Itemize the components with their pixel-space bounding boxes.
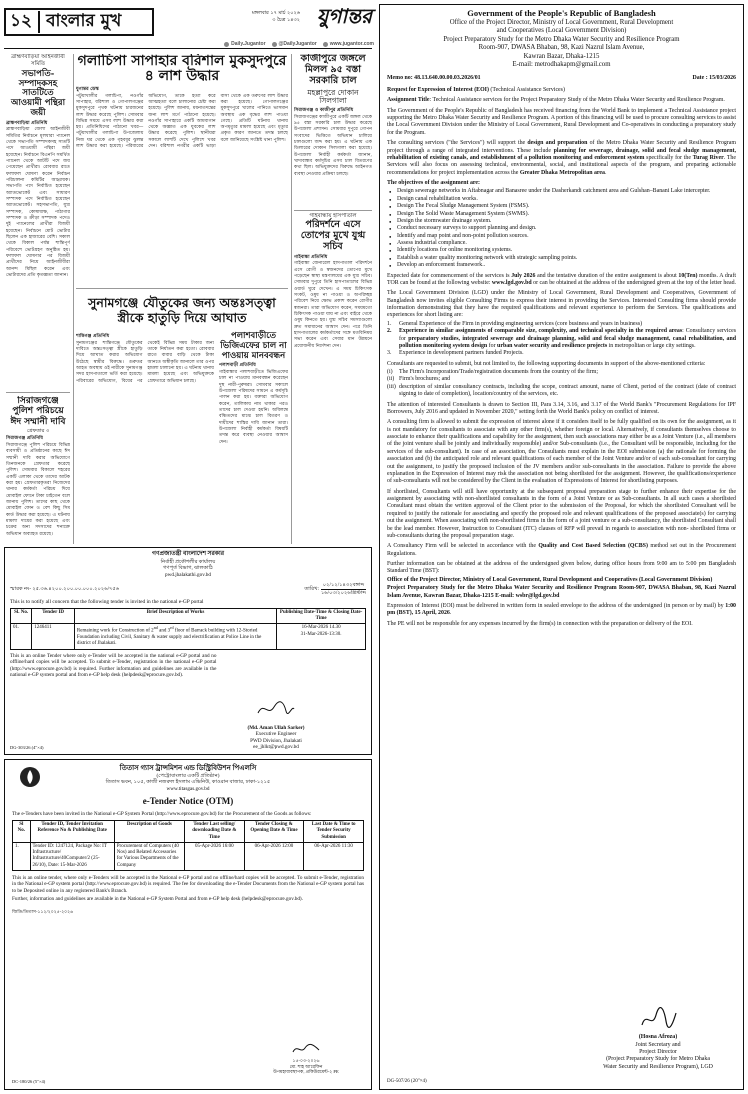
text-run: The Firm's Incorporation/Trade/registration documents from the country of the firm; <box>399 369 598 376</box>
text-run: in metropolitan or large city settings. <box>607 342 696 349</box>
list-item <box>387 376 736 383</box>
ad-code: DG-303/26 (4"×4) <box>10 745 44 751</box>
col1-divider <box>6 392 70 393</box>
para-commencement <box>387 273 736 288</box>
text-run: or can be obtained at the address of the undersigned given at the top of the letter head. <box>531 279 737 286</box>
section-title: বাংলার মুখ <box>38 11 121 32</box>
page-header <box>4 4 372 50</box>
desc-part: Remaining work for Construction of 2 <box>76 628 154 634</box>
para-association: A consulting firm is allowed to submit the expression of interest alone if it considers itself to be fully qualified on its own for the assignment, as it is not mandatory for consultants to associate with any other firm(s), whether foreign or local. Alternatively, if consultants themselves choose to associate to enhance their qualifications and capability for the assignment, then such associations may either be as a Joint Venture (i.e., all members of the joint venture shall be jointly and individually responsible) and/or Sub-consultants (i.e., the Consultant will be responsible, including for the services of the sub-consultant). In case of an association, the Consultants must explain in the EOI submission (a) the rationale for forming the association and (b) the anticipated role and relevant qualifications of each member of the Joint Venture and/or of each sub-consultant for carrying out the assignment, to justify the proposed inclusion of the JV members and/or sub-consultants in the association. Failure to provide the above explanation in the Expression of Interest may risk the association not being shortlisted for the assignment. However, the qualifications/experience of sub-consultants will not be considered by the Client in the evaluation of Expressions of Interest for shortlisting purposes. <box>387 419 736 485</box>
table-row <box>13 842 364 870</box>
facebook-icon <box>224 42 229 47</box>
list-item: ● Conduct necessary surveys to support planning and design. <box>387 225 736 232</box>
story-headline: পরিদর্শনে এসে তোপের মুখে যুগ্ম সচিব <box>300 218 366 252</box>
publish-date: 16-Mar-2026 14.30 <box>301 625 341 631</box>
col-last-selling: Tender Last selling/ downloading Date & Time <box>184 821 244 843</box>
website-url: www.jugantor.com <box>329 41 374 47</box>
signature-scribble <box>291 1042 321 1056</box>
signatory-name: (Md. Aman Ullah Sarker) <box>247 724 305 731</box>
pwd-tender-table <box>10 608 366 650</box>
list-item <box>387 321 736 328</box>
story-byline: শান্তিগঞ্জ প্রতিনিধি <box>76 334 110 339</box>
shortlist-criteria <box>387 321 736 358</box>
cell-sl: 1. <box>13 842 31 870</box>
project-line-2: Room-907, DWASA Bhaban, 98, Kazi Nazrul Islam Avenue, <box>478 44 645 52</box>
ad-code: DC-180/26 (5"×4) <box>12 1079 46 1085</box>
office-line-2: and Cooperatives (Local Government Division) <box>496 27 627 35</box>
col-description: Description of Goods <box>114 821 184 843</box>
assignment-title: : Technical Assistance services for the Project Preparatory Study of the Metro Dhaka Water Security and Resilience Program. <box>429 97 725 104</box>
item-number: 1. <box>387 320 392 327</box>
col-security: Last Date & Time to Tender Security Submission <box>304 821 364 843</box>
list-item: ● Establish a water quality monitoring network with strategic sampling points. <box>387 255 736 262</box>
lead-divider <box>76 288 288 289</box>
text-run: Experience in similar assignments of comparable size, complexity, and technical specialty in the required areas <box>399 328 683 335</box>
story-body: গাইবান্ধার পলাশবাড়ীতে ভিজিএফের চাল না পাওয়ায় মানববন্ধন করেছেন দুস্থ নারী-পুরুষরা। সোমবার সকালে উপজেলা পরিষদের সামনে এ কর্মসূচি পালন করা হয়। বক্তারা অভিযোগ করেন, তালিকায় নাম থাকার পরও তাদের চাল দেওয়া হয়নি। অবিলম্বে বঞ্চিতদের মাঝে চাল বিতরণ ও দায়ীদের শাস্তির দাবি জানান তারা। উপজেলা নির্বাহী কর্মকর্তা বিষয়টি তদন্ত করে ব্যবস্থা নেওয়ার আশ্বাস দেন। <box>219 370 288 445</box>
col-tender-ref: Tender ID, Tender Invitation Reference No & Publishing Date <box>30 821 114 843</box>
para-documents: Consultants are requested to submit, but not limited to, the following supporting documents in support of the above-mentioned criteria: <box>387 360 706 367</box>
col-sl: Sl. No. <box>11 608 32 624</box>
text-run: . <box>449 610 452 617</box>
desc-sup: rd <box>170 625 174 631</box>
story-kicker: ব্রাহ্মণবাড়িয়া আইনজীবী সমিতি <box>11 54 65 67</box>
story-body: ব্রাহ্মণবাড়িয়া জেলা আইনজীবী সমিতির নির্বাচনে মূলধারা প্যানেল থেকে সভাপতি সম্পাদকসহ সাতটি পদে আওয়ামী পন্থিরা জয়ী হয়েছেন। নির্বাচনে বিএনপি সমর্থিত প্যানেল থেকে আটটি পদে জয় পেয়েছেন প্রার্থীরা। রোববার রাতে ফলাফল ঘোষণা করেন নির্বাচন পরিচালনা কমিটির আহ্বায়ক। সভাপতি পদে নির্বাচিত হয়েছেন অ্যাডভোকেট এবং সাধারণ সম্পাদক পদে নির্বাচিত হয়েছেন অ্যাডভোকেট। সহসভাপতি, যুগ্ম সম্পাদক, কোষাধ্যক্ষ, পাঠাগার সম্পাদক ও ক্রীড়া সম্পাদক পদেও দুই প্যানেলের প্রার্থীরা বিজয়ী হয়েছেন। নির্বাচনে মোট ভোটার ছিলেন এক হাজারের বেশি। সকাল থেকে বিকাল পর্যন্ত শান্তিপূর্ণ পরিবেশে ভোটগ্রহণ অনুষ্ঠিত হয়। ফলাফল ঘোষণার পর বিজয়ী প্রার্থীদের নিয়ে আইনজীবীরা আনন্দ মিছিল করেন এবং ভোটারদের প্রতি কৃতজ্ঞতা জানান। <box>6 127 70 278</box>
newspaper-logo: যুগান্তর <box>316 4 372 28</box>
notice-org: গণপ্রজাতন্ত্রী বাংলাদেশ সরকার <box>151 551 225 557</box>
story-byline: গাইবান্ধা প্রতিনিধি <box>294 254 328 260</box>
twitter-icon <box>272 42 277 47</box>
signature-scribble <box>638 1007 678 1031</box>
documents-list <box>387 369 736 399</box>
text-run: Experience in development partners funded Projects. <box>399 350 524 357</box>
titas-ref: জিডি/তিতাস-১১২/২০২৫-২০২৬ <box>12 908 74 914</box>
list-item <box>387 350 736 357</box>
para-shortlisted: If shortlisted, Consultants will still have opportunity at the subsequent proposal preparation stage to further enhance their expertise for the assignment by associating with non-shortlisted consultants in the form of a Joint Venture or as Sub-consultants. In all such cases a shortlisted Consultant must obtain the written approval of the Client prior to the submission of the Proposal, for which the shortlisted Consultant will be required to justify the rationale for associating and specify the proposed role and relevant qualifications of the proposed associate(s) for carrying out the assignment. When associating with non-shortlisted firms in the form of a joint venture or a sub-consultancy, the shortlisted Consultant shall be the lead member. However, Instruction to Consultant (ITC) clauses of RFP will prevail in regards to association with non- shortlisted firms or sub-consultants during the proposal preparation stage. <box>387 488 736 539</box>
notice-date-en: ১৬/০৩/২০২৬খ্রিস্টাব্দ <box>320 589 366 596</box>
twitter-handle: @DailyJugantor <box>278 41 317 47</box>
story-headline: কাজীপুরে জঙ্গলে মিলল ৯৫ বস্তা সরকারি চাল <box>300 54 366 86</box>
project-line-1: Project Preparatory Study for the Metro Dhaka Water Security and Resilience Program <box>443 35 680 43</box>
cell-closing: 06-Apr-2026 12:00 <box>244 842 304 870</box>
titas-signature-block <box>261 1042 351 1075</box>
signatory-name: (Hosna Afroza) <box>638 1034 678 1041</box>
text-run: The consulting services ("the Services") will support the <box>387 140 528 147</box>
memo-number: Memo no: 48.13.640.00.00.03.2026/01 <box>387 74 481 81</box>
story-headline: পলাশবাড়ীতে ভিজিএফের চাল না পাওয়ায় মানববন্ধন <box>220 331 287 361</box>
page-section-box <box>4 8 154 36</box>
page-number: ১২ <box>10 11 33 32</box>
story-body: সুনামগঞ্জের শান্তিগঞ্জে যৌতুকের দাবিতে অন্তঃসত্ত্বা স্ত্রীকে হাতুড়ি দিয়ে আঘাত করার অভিযোগ উঠেছে স্বামীর বিরুদ্ধে। গুরুতর আহত অবস্থায় ওই নারীকে সুনামগঞ্জ সদর হাসপাতালে ভর্তি করা হয়েছে। পরিবারের অভিযোগ, বিয়ের পর থেকেই বিভিন্ন সময় টাকার জন্য তাকে নির্যাতন করা হতো। রোববার রাতে বাবার বাড়ি থেকে টাকা আনতে অস্বীকৃতি জানালে তার ওপর হামলা চালানো হয়। এ ঘটনায় থানায় মামলা হয়েছে এবং অভিযুক্তকে গ্রেফতারে অভিযান চলছে। <box>76 340 214 384</box>
text-run: July 2026 <box>511 272 536 279</box>
titas-tender-table <box>12 820 364 871</box>
notice-office: নির্বাহী প্রকৌশলীর কার্যালয় <box>160 558 216 565</box>
signatory-name: মো. শাহ আরেফিন <box>289 1063 323 1069</box>
col-tender-id: Tender ID <box>32 608 75 624</box>
lead-story <box>76 54 288 286</box>
facebook-handle: Daily.Jugantor <box>231 41 266 47</box>
header-date <box>200 10 300 24</box>
address-project: Project Preparatory Study for the Metro Dhaka Water Security and Resilience Program Room-907, DWASA Bhaban, 98, Kazi Nazrul Islam Avenue, Kawran Bazar, Dhaka-1215 E-mail: wsbr@lgd.gov.bd <box>387 585 736 599</box>
list-item: ● Design sewerage networks in Aftabnagar and Banasree under the Dasherkandi catchment area and Gulshan–Banani Lake intercepter. <box>387 188 736 195</box>
signatory-project: Water Security and Resilience Program), LGD <box>603 1063 713 1070</box>
story-byline: ব্রাহ্মণবাড়িয়া প্রতিনিধি <box>6 120 48 126</box>
text-run: Turag River <box>692 154 724 161</box>
text-run: General Experience of the Firm in providing engineering services (core business and years in business) <box>399 320 643 327</box>
story-headline: সভাপতি-সম্পাদকসহ সাতটিতে আওয়ামী পন্থিরা জয়ী <box>10 68 66 118</box>
list-item: ● Assess industrial compliance. <box>387 240 736 247</box>
story-body: গাইবান্ধা জেনারেল হাসপাতাল পরিদর্শনে এসে রোগী ও স্বজনদের তোপের মুখে পড়েছেন স্বাস্থ্য মন্ত্রণালয়ের এক যুগ্ম সচিব। সোমবার দুপুরে তিনি হাসপাতালের বিভিন্ন ওয়ার্ড ঘুরে দেখেন। এ সময় চিকিৎসক সংকট, ওষুধ না পাওয়া ও অপরিচ্ছন্ন পরিবেশ নিয়ে ক্ষোভ প্রকাশ করেন রোগীর স্বজনরা। তারা অভিযোগ করেন, সময়মতো চিকিৎসক পাওয়া যায় না এবং বাইরে থেকে ওষুধ কিনতে হয়। যুগ্ম সচিব সমস্যাগুলো দ্রুত সমাধানের আশ্বাস দেন। পরে তিনি হাসপাতালের কর্মকর্তাদের সঙ্গে মতবিনিময় সভা করেন এবং সেবার মান উন্নয়নে প্রয়োজনীয় নির্দেশনা দেন। <box>294 261 372 349</box>
list-item: ● Design canal rehabilitation works. <box>387 196 736 203</box>
objectives-list <box>387 188 736 269</box>
table-header-row <box>13 821 364 843</box>
lead-body: পটুয়াখালীর গলাচিপা, নওগাঁর সাপাহার, বরিশাল ও গোপালগঞ্জের মুকসুদপুরে পৃথক ঘটনায় চারজনের লাশ উদ্ধার করেছে পুলিশ। সোমবার বিভিন্ন সময়ে এসব লাশ উদ্ধার করা হয়। প্রতিনিধিদের পাঠানো খবর—পটুয়াখালীর গলাচিপা উপজেলায় নিজ ঘর থেকে এক গৃহবধূর ঝুলন্ত লাশ উদ্ধার করা হয়েছে। পরিবারের অভিযোগ, তাকে হত্যা করে আত্মহত্যা বলে চালানোর চেষ্টা করা হয়েছে। পুলিশ জানায়, ময়নাতদন্তের জন্য লাশ মর্গে পাঠানো হয়েছে। নওগাঁর সাপাহারে একটি আমবাগান থেকে অজ্ঞাত এক যুবকের লাশ উদ্ধার করেছে পুলিশ। স্থানীয়রা সকালে লাশটি দেখে পুলিশে খবর দেন। বরিশাল নগরীর একটি ভাড়া বাসা থেকে এক তরুণের লাশ উদ্ধার করা হয়েছে। গোপালগঞ্জের মুকসুদপুরে খালের পানিতে ভাসমান অবস্থায় এক বৃদ্ধের লাশ পাওয়া গেছে। প্রতিটি ঘটনায় থানায় অপমৃত্যুর মামলা হয়েছে এবং মৃত্যুর প্রকৃত কারণ জানতে তদন্ত চলছে বলে জানিয়েছে সংশ্লিষ্ট থানা পুলিশ। <box>76 93 288 150</box>
text-run: planning for sewerage, drainage, solid and fecal sludge management, rehabilitation of existing canals, and establishment of a pollution monitoring and enforcement system <box>387 147 736 161</box>
para-further-info: Further information can be obtained at the address of the undersigned given below, during office hours from 9:00 am to 5:00 pm Bangladesh Standard Time (BST): <box>387 561 736 575</box>
social-links <box>184 41 374 47</box>
signatory-title: উপমহাব্যবস্থাপক, প্রকিউরমেন্ট-২ PE <box>273 1069 339 1075</box>
titas-para-2: Further, information and guidelines are available in the National e-GP System Portal and from e-GP help desk (helpdesk@eprocure.gov.bd). <box>12 896 303 903</box>
text-run: Greater Dhaka Metropolitan area <box>519 169 605 176</box>
eoi-notice <box>379 4 744 1090</box>
cell-dates <box>277 624 366 649</box>
story-dowry <box>76 291 288 544</box>
cell-last-selling: 05-Apr-2026 16:00 <box>184 842 244 870</box>
item-number: 3. <box>387 350 392 357</box>
text-run: of the Metro Dhaka Water Security and Resilience Program project through a range of integrated interventions. These include <box>387 140 736 154</box>
item-number: (ii) <box>387 376 395 383</box>
gov-title: Government of the People's Republic of Bangladesh <box>467 8 656 18</box>
story-kicker: গাইবান্ধায় হাসপাতাল <box>309 213 357 219</box>
cell-description: Procurement of Computers (40 Nos) and Related Accessories for Various Departments of the Company <box>114 842 184 870</box>
story-byline: সিরাজগঞ্জ ও কাজীপুর প্রতিনিধি <box>294 108 354 114</box>
text-run: . The Services will also focus on assessing technical, environmental, social, and institutional aspects of the program, and preparing actionable recommendations for project implementation across the <box>387 154 736 176</box>
facebook-link[interactable] <box>224 41 265 47</box>
col4-divider <box>294 210 372 211</box>
signature-scribble <box>256 698 296 720</box>
story-headline: সুনামগঞ্জে যৌতুকের জন্য অন্তঃসত্ত্বা স্ত্রীকে হাতুড়ি দিয়ে আঘাত <box>88 295 276 325</box>
story-body: সিরাজগঞ্জের কাজীপুরে একটি জঙ্গল থেকে ৯৫ বস্তা সরকারি চাল উদ্ধার করেছে উপজেলা প্রশাসন। সোমবার দুপুরে গোপন সংবাদের ভিত্তিতে অভিযান চালিয়ে চালগুলো জব্দ করা হয়। এ ঘটনায় এক ডিলারের দোকান সিলগালা করা হয়েছে। উপজেলা নির্বাহী কর্মকর্তা জানান, খাদ্যবান্ধব কর্মসূচির এসব চাল বিতরণের কথা ছিল। অভিযুক্তদের বিরুদ্ধে আইনগত ব্যবস্থা নেওয়ার প্রক্রিয়া চলছে। <box>294 114 372 177</box>
signatory-office: PWD Division, Jhalakati <box>250 737 302 744</box>
story-subhead: গ্রেফতার ৩ <box>26 428 50 435</box>
item-number: (iii) <box>387 383 396 390</box>
list-item: ● Design The Fecal Sludge Management System (FSMS). <box>387 203 736 210</box>
item-number: 2. <box>387 328 392 335</box>
titas-title: e-Tender Notice (OTM) <box>142 796 234 807</box>
assignment-label: Assignment Title <box>387 97 430 104</box>
story-subhead: মহল্লাপুরে দোকান সিলগালা <box>307 87 359 106</box>
text-run: urban water security and resilience projects <box>497 342 608 349</box>
cell-tender-id: 1246411 <box>32 624 75 649</box>
website-link[interactable] <box>323 41 374 47</box>
twitter-link[interactable] <box>272 41 317 47</box>
text-run: preparatory studies, integrated sewerage and drainage planning, solid and fecal sludge management, canal rehabilitation, and pollution monitoring system design <box>399 335 737 349</box>
text-run: Expression of Interest (EOI) must be delivered in written form in sealed envelope to the address of the undersigned (in person or by mail) by <box>387 602 726 609</box>
desc-part: and 3 <box>157 628 171 634</box>
sig-date: ১৫-০৩-২০২৬ <box>292 1057 320 1063</box>
list-item: ● Design The Solid Waste Management System (SWMS). <box>387 211 736 218</box>
request-sub: (Technical Assistance Services) <box>488 86 565 93</box>
lead-headline: গলাচিপা সাপাহার বরিশাল মুকসুদপুরে ৪ লাশ উদ্ধার <box>77 54 287 85</box>
text-run: and the tentative duration of the entire assignment is about <box>535 272 679 279</box>
col1-story-sirajganj <box>6 396 70 544</box>
memo-date: Date : 15/03/2026 <box>692 74 736 81</box>
text-run: months. A draft TOR can be found at the following website: <box>387 272 736 286</box>
list-item: ● Identify locations for online monitoring systems. <box>387 247 736 254</box>
col-dates: Publishing Date-Time & Closing Date-Time <box>277 608 366 624</box>
text-run: 1:00 pm (BST), 15 April, 2026 <box>387 602 736 617</box>
table-row <box>11 624 366 649</box>
closing-date: 31-Mar-2026-13:30. <box>300 631 342 637</box>
text-run: Firm's brochures; and <box>399 376 451 383</box>
cell-tender-ref: Tender ID: 1247124, Package No: IT Infrastructure/ Infrastructure/40Computer/2 (25-26/10), Date: 15-Mar-2026 <box>30 842 114 870</box>
list-item <box>387 328 736 350</box>
para-expenses: The PE will not be responsible for any expenses incurred by the firm(s) in connection with the preparation or delivery of the EOI. <box>387 620 693 627</box>
list-item <box>387 369 736 376</box>
story-byline: সিরাজগঞ্জ প্রতিনিধি <box>6 436 43 442</box>
text-run: 10(Ten) <box>678 272 698 279</box>
notice-date-label: তারিখ: <box>304 585 319 592</box>
notice-intro: This is to notify all concern that the following tender is invited in the national e-GP portal <box>10 599 204 605</box>
story-headline: সিরাজগঞ্জে পুলিশ পরিচয়ে ঈদ সম্মানী দাবি <box>10 396 66 427</box>
office-line-1: Office of the Project Director, Ministry of Local Government, Rural Development <box>449 18 674 26</box>
story-byline: পলাশবাড়ী প্রতিনিধি <box>219 363 256 369</box>
story-vgf <box>219 332 288 446</box>
text-run: Expected date for commencement of the services is <box>387 272 512 279</box>
signatory-email: ee_jhlkt@pwd.gov.bd <box>253 744 299 750</box>
request-title: Request for Expression of Interest (EOI) <box>387 86 489 93</box>
notice-web[interactable]: pwd.jhalakathi.gov.bd <box>165 571 211 578</box>
col-closing: Tender Closing & Opening Date & Time <box>244 821 304 843</box>
cell-security: 06-Apr-2026 11:30 <box>304 842 364 870</box>
text-run: for <box>487 342 498 349</box>
para-deadline <box>387 603 736 618</box>
signatory-title: Project Director <box>639 1048 677 1055</box>
titas-intro: The e-Tenders have been invited in the National e-GP System Portal (http://www.eprocure.gov.bd) for the Procurement of the Goods as follows: <box>12 810 312 817</box>
text-run: description of similar consultancy contracts, including the scope, contract amount, name of Client, period of the contract (date of contract signing to date of completion), location/country of the services, etc. <box>399 383 736 398</box>
lead-byline: যুগান্তর ডেস্ক <box>76 86 99 92</box>
text-run: : Consultancy services for <box>399 328 737 342</box>
date-gregorian: মঙ্গলবার ১৭ মার্চ ২০২৬ <box>252 10 300 16</box>
notice-dept: গণপূর্ত বিভাগ, ঝালকাঠি <box>163 565 213 571</box>
globe-icon <box>323 42 328 47</box>
para-invitation: The Local Government Division (LGD) under the Ministry of Local Government, Rural Development and Cooperatives, Government of Bangladesh now invites eligible Consulting Firms to express their interest in providing the Services. Interested Consulting firms should provide information demonstrating that they have the required qualifications and relevant experience to perform the Services. The qualifications and experiences for short listing are: <box>387 290 736 319</box>
cell-description <box>74 624 276 649</box>
text-run: design and preparation <box>527 140 588 147</box>
col-description: Brief Description of Works <box>74 608 276 624</box>
list-item: ● Develop an enforcement framework.. <box>387 262 736 269</box>
titas-address: তিতাস ভবন, ১০৫, কাজী নজরুল ইসলাম এভিনিউ, কাওরান বাজার, ঢাকা-১২১৫ <box>105 779 271 786</box>
signatory-title: Joint Secretary and <box>635 1041 681 1048</box>
desc-sup: nd <box>153 625 158 631</box>
titas-logo-icon <box>19 766 41 788</box>
titas-tender-notice <box>4 759 372 1090</box>
list-item <box>387 384 736 399</box>
signatory-title: Executive Engineer <box>255 731 297 737</box>
para-conflict: The attention of interested Consultants is drawn to Section III, Para 3.14, 3.16, and 3.17 of the World Bank's "Procurement Regulations for IPF Borrowers, July 2016 and updated in November 2020," setting forth the World Bank's policy on conflict of interest. <box>387 401 736 415</box>
col4-story-hospital <box>294 213 372 544</box>
titas-web[interactable]: www.titasgas.gov.bd <box>166 785 210 792</box>
table-header-row <box>11 608 366 624</box>
signatory-project: (Project Preparatory Study for Metro Dhaka <box>606 1056 710 1063</box>
list-item: ● Design the stormwater drainage system. <box>387 218 736 225</box>
titas-para-1: This is an online tender, where only e-Tenders will be accepted in the National e-GP portal and no offline/hard copies will be accepted. To submit e-Tender, registration in the National e-GP system portal (http://www.eprocure.gov.bd) is required. The fee for downloading the e-Tender Documents from the National e-GP system portal has to be Deposited online in any registered Bank's Branch. <box>12 874 364 894</box>
item-number: (i) <box>387 369 393 376</box>
header-rule <box>4 48 372 49</box>
cell-sl: 01. <box>11 624 32 649</box>
text-run: Quality and Cost Based Selection (QCBS) <box>538 543 648 550</box>
list-item: ● Identify and map point and non-point pollution sources. <box>387 233 736 240</box>
tor-link[interactable]: www.lgd.gov.bd <box>491 279 532 286</box>
para-selection <box>387 543 736 558</box>
pwd-signature-block <box>221 696 331 751</box>
ad-code: DG-507/26 (20"×4) <box>387 1078 427 1084</box>
column-rule <box>73 54 74 544</box>
address-office: Office of the Project Director, Ministry of Local Government, Rural Development and Cooperatives (Local Government Division) <box>387 576 713 583</box>
col-sl: Sl No. <box>13 821 31 843</box>
date-bangla: ৩ চৈত্র ১৪৩২ <box>272 17 300 23</box>
project-line-3: Kawran Bazar, Dhaka-1215 <box>523 52 600 60</box>
titas-org: তিতাস গ্যাস ট্রান্সমিশন এন্ড ডিস্ট্রিবিউশন পিএলসি <box>119 764 257 772</box>
notice-footer: This is an online Tender where only e-Tender will be accepted in the national e-GP portal and no offline/hard copies will be accepted. To submit e-Tender, registration in the national e-GP portal (http://www.eprocure.gov.bd) is required. Further information and guidelines are available in the national e-GP system portal and from e-GP help desk (helpdesk@eprocure.gov.bd). <box>10 652 217 679</box>
pwd-tender-notice <box>4 547 372 755</box>
text-run: A Consultancy Firm will be selected in accordance with the <box>387 543 539 550</box>
story-body: সিরাজগঞ্জে পুলিশ পরিচয়ে বিভিন্ন ব্যবসায়ী ও প্রতিষ্ঠানের কাছে ঈদ সম্মানী দাবি করার অভিযোগে তিনজনকে গ্রেফতার করেছে পুলিশ। সোমবার বিকালে শহরের একটি এলাকা থেকে তাদের আটক করা হয়। গ্রেফতারকৃতরা নিজেদের থানার কর্মকর্তা পরিচয় দিয়ে মোবাইল ফোনে টাকা চাইতেন বলে জানায় পুলিশ। তাদের কাছ থেকে মোবাইল ফোন ও বেশ কিছু সিম কার্ড উদ্ধার করা হয়েছে। এ ঘটনায় মামলা দায়ের করা হয়েছে এবং চক্রের অন্য সদস্যদের শনাক্তে অভিযান অব্যাহত রয়েছে। <box>6 443 70 537</box>
desc-part: floor of Barrack building with 12-Storied Foundation including Civil, Sanitary & water supply and electrification at Police Line in the district of Jhalakati. <box>76 628 262 647</box>
column-rule <box>291 54 292 544</box>
contact-email[interactable]: E-mail: metrodhakapm@gmail.com <box>512 61 611 69</box>
titas-sub: (পেট্রোবাংলার একটি প্রতিষ্ঠান) <box>156 772 220 779</box>
objectives-title: The objectives of the assignment are: <box>387 180 480 187</box>
eoi-signature-block <box>583 1007 733 1071</box>
notice-date-bn: ০২/১২/১৪৩২বঙ্গাব্দ <box>322 582 365 588</box>
para-services: The consulting services ("the Services") will support the design and preparation of the Metro Dhaka Water Security and Resilience Program project through a range of integrated interventions. These include planning for sewerage, drainage, solid and fecal sludge management, rehabilitation of existing canals, and establishment of a pollution monitoring and enforcement system specifically for the Turag River. The Services will also focus on assessing technical, environmental, social, and institutional aspects of the program, and preparing actionable recommendations for project implementation across the Greater Dhaka Metropolitan area. <box>387 140 736 176</box>
notice-memo: স্মারক নং- ২৫.৩৬.৪২০০.২০০.০০.০০০.২০২৬/৭৫৬ <box>10 585 120 592</box>
text-run: specifically for the <box>644 154 693 161</box>
para-financing: The Government of the People's Republic of Bangladesh has received financing from the World Bank to implement a Technical Assistance project supporting the Metro Dhaka Water Security and Resilience Program. A portion of this financing will be used to procure consulting services to assist the Local Government Division under the Ministry of Local Government, Rural Development and Co-operatives in conducting a preparatory study for the Program. <box>387 107 736 136</box>
text-run: method set out in the Procurement Regulations. <box>387 543 736 557</box>
